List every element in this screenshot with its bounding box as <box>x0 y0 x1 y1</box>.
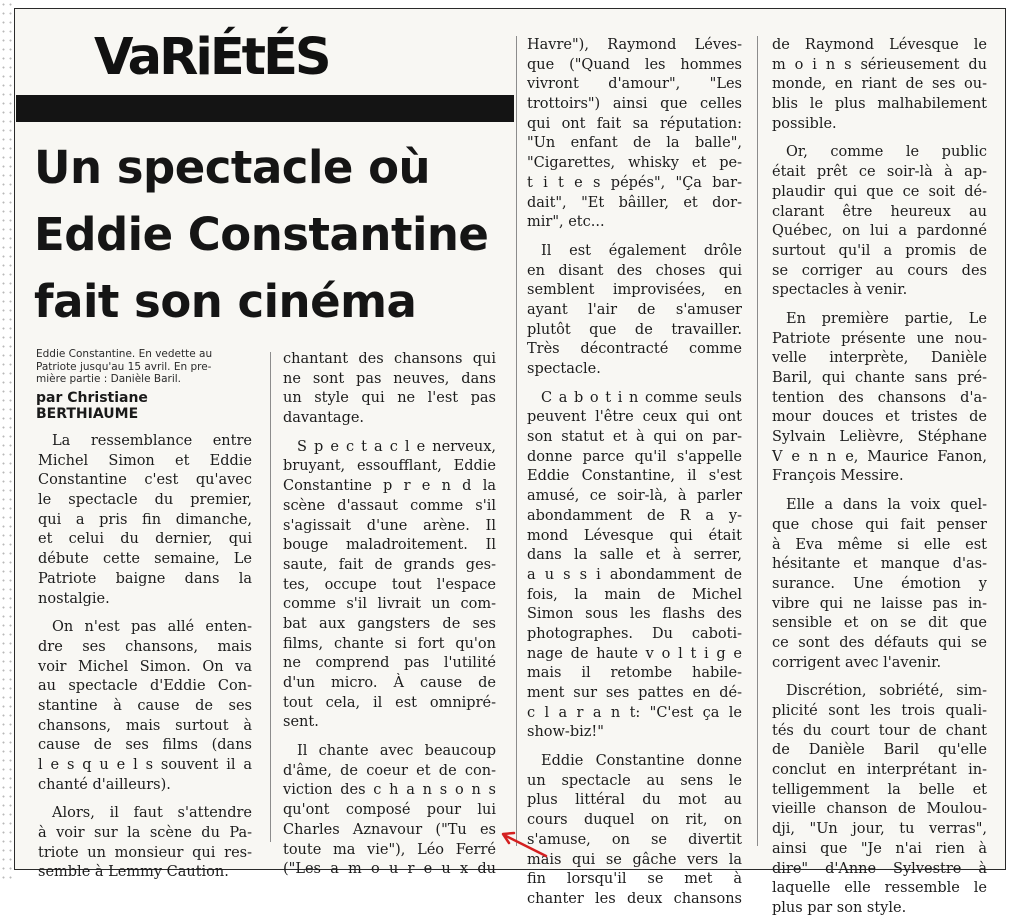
text-line: que ("Quand les hommes <box>527 56 742 73</box>
text-line: plaudir qui que ce soit dé- <box>772 183 987 200</box>
text-line: Il est également drôle <box>541 242 742 259</box>
text-line: Sylvain Lelièvre, Stéphane <box>772 429 987 446</box>
text-line: était prêt ce soir-là à ap- <box>772 164 987 181</box>
text-line: La ressemblance entre <box>52 433 252 449</box>
column-rule <box>757 36 758 846</box>
text-line: dait", "Et bâiller, et dor- <box>527 194 742 211</box>
text-line: toute ma vie"), Léo Ferré <box>283 841 496 858</box>
text-line: corrigent avec l'avenir. <box>772 654 942 671</box>
author-byline <box>36 390 266 422</box>
text-line: l e s q u e l s souvent il a <box>38 757 252 773</box>
text-line: "Un enfant de la balle", <box>527 135 742 152</box>
text-line: un style qui ne l'est pas <box>283 390 496 407</box>
text-line: Constantine c'est qu'avec <box>38 472 252 489</box>
column-rule <box>516 36 517 846</box>
paragraph-gap <box>527 380 742 389</box>
paragraph-gap <box>283 429 496 438</box>
text-line: ce sont des défauts qui se <box>772 634 987 651</box>
text-column-4 <box>772 36 987 919</box>
text-line: à Eva même si elle est <box>772 536 987 553</box>
text-line: Québec, on lui a pardonné <box>772 223 987 240</box>
text-line: de Danièle Baril qu'elle <box>772 742 987 759</box>
byline-author: BERTHIAUME <box>36 406 139 422</box>
text-line: vibre qui ne laisse pas in- <box>772 595 987 612</box>
text-line: s'amuse, on se divertit <box>527 831 742 848</box>
article-headline <box>34 134 514 335</box>
text-line: mour douces et tristes de <box>772 409 987 426</box>
red-arrow-annotation <box>498 828 550 860</box>
text-line: ("Les a m o u r e u x du <box>283 861 496 878</box>
text-line: En première partie, Le <box>786 310 987 327</box>
text-column-3 <box>527 36 742 910</box>
text-line: Patriote baigne dans la <box>38 570 252 587</box>
text-line: un spectacle au sens le <box>527 772 742 789</box>
text-line: mais qui se gâche vers la <box>527 851 742 868</box>
text-line: films, chante si fort qu'on <box>283 635 496 652</box>
text-line: de Raymond Lévesque le <box>772 37 987 53</box>
paragraph-gap <box>38 795 252 804</box>
text-line: plutôt que de travailler. <box>527 321 742 338</box>
text-line: fin lorsqu'il se met à <box>527 871 742 888</box>
paragraph-gap <box>772 673 987 682</box>
paragraph-gap <box>283 733 496 742</box>
text-line: semble à Lemmy Caution. <box>38 864 229 881</box>
text-line: qui ont fait sa réputation: <box>527 115 742 132</box>
text-line: possible. <box>772 115 837 132</box>
text-line: Michel Simon et Eddie <box>38 452 252 469</box>
text-line: Charles Aznavour ("Tu es <box>283 821 496 838</box>
text-line: vieille chanson de Moulou- <box>772 801 987 818</box>
text-line: Eddie Constantine, il s'est <box>527 468 742 485</box>
text-line: Constantine p r e n d la <box>283 478 496 495</box>
caption-line: Eddie Constantine. En vedette au <box>36 348 213 360</box>
rubric-black-bar <box>16 95 514 122</box>
text-line: chantant des chansons qui <box>283 351 496 367</box>
text-line: S p e c t a c l e nerveux, <box>297 438 496 455</box>
paragraph-gap <box>527 743 742 752</box>
text-line: mir", etc... <box>527 214 605 231</box>
caption-line: mière partie : Danièle Baril. <box>36 373 182 385</box>
text-line: V e n n e, Maurice Fanon, <box>772 448 987 465</box>
text-line: sent. <box>283 714 319 731</box>
text-line: ment sur ses pattes en dé- <box>527 685 742 701</box>
paragraph-gap <box>527 233 742 242</box>
text-line: Simon sous les flashs des <box>527 606 742 623</box>
text-line: "Cigarettes, whisky et pe- <box>527 155 742 172</box>
text-line: d'âme, de coeur et de con- <box>283 762 496 779</box>
text-line: mond Lévesque qui était <box>527 527 742 544</box>
headline-line-2: Eddie Constantine <box>34 208 489 261</box>
text-line: plus littéral du mot au <box>527 792 742 809</box>
text-line: le spectacle du premier, <box>38 492 252 509</box>
text-line: Patriote présente une nou- <box>772 330 987 347</box>
text-line: Très décontracté comme <box>527 341 742 358</box>
text-column-2 <box>283 350 496 880</box>
text-line: laquelle elle ressemble le <box>772 880 987 897</box>
text-line: ainsi que "Je n'ai rien à <box>772 840 987 857</box>
paragraph-gap <box>772 301 987 310</box>
text-line: son statut et à qui on par- <box>527 429 742 446</box>
text-line: t i t e s pépés", "Ça bar- <box>527 174 742 191</box>
text-line: m o i n s sérieusement du <box>772 56 987 73</box>
paragraph-gap <box>38 609 252 618</box>
text-line: d'un micro. À cause de <box>283 675 496 691</box>
paragraph-gap <box>772 134 987 143</box>
text-line: comme s'il livrait un com- <box>283 596 496 613</box>
text-line: donne parce qu'il s'appelle <box>527 448 742 465</box>
text-line: Baril, qui chante sans pré- <box>772 370 987 386</box>
text-line: bat aux gangsters de ses <box>283 615 496 632</box>
text-column-1 <box>38 432 252 883</box>
text-line: tout cela, il est omnipré- <box>283 694 496 711</box>
text-line: telligemment la belle et <box>772 781 987 798</box>
text-line: amusé, ce soir-là, à parler <box>527 488 742 505</box>
text-line: ne comprend pas l'utilité <box>283 655 496 672</box>
text-line: cours duquel on rit, on <box>527 812 742 829</box>
text-line: Eddie Constantine donne <box>541 753 742 770</box>
text-line: photographes. Du caboti- <box>527 625 742 642</box>
text-line: qui a pris fin dimanche, <box>38 511 252 528</box>
section-rubric: VaRiÉtÉS <box>94 28 329 87</box>
text-line: spectacles à venir. <box>772 282 908 299</box>
text-line: Discrétion, sobriété, sim- <box>786 683 987 700</box>
text-line: sensible et on se dit que <box>772 615 987 632</box>
text-line: chanté d'ailleurs). <box>38 776 171 793</box>
text-line: C a b o t i n comme seuls <box>541 389 742 406</box>
text-line: blis le plus malhabilement <box>772 96 987 113</box>
text-line: tention des chansons d'a- <box>772 389 987 406</box>
headline-line-3: fait son cinéma <box>34 275 417 328</box>
text-line: Elle a dans la voix quel- <box>786 497 987 514</box>
text-line: vivront d'amour", "Les <box>527 76 742 93</box>
text-line: ne sont pas neuves, dans <box>283 370 496 387</box>
text-line: Il chante avec beaucoup <box>297 743 496 760</box>
text-line: tes, occupe tout l'espace <box>283 576 496 593</box>
text-line: Alors, il faut s'attendre <box>52 805 252 822</box>
text-line: hésitante et manque d'as- <box>772 556 987 573</box>
text-line: et celui du dernier, qui <box>38 531 252 548</box>
text-line: à voir sur la scène du Pa- <box>38 825 252 842</box>
text-line: a u s s i abondamment de <box>527 566 742 583</box>
text-line: abondamment de R a y- <box>527 507 742 524</box>
text-line: débute cette semaine, Le <box>38 551 252 568</box>
text-line: viction des c h a n s o n s <box>283 782 496 799</box>
text-line: François Messire. <box>772 468 904 485</box>
text-line: en disant des choses qui <box>527 262 742 279</box>
text-line: bouge maladroitement. Il <box>283 537 496 554</box>
text-line: Havre"), Raymond Léves- <box>527 37 742 53</box>
text-line: show-biz!" <box>527 724 604 741</box>
text-line: triote un monsieur qui res- <box>38 844 252 861</box>
paragraph-gap <box>772 487 987 496</box>
text-line: davantage. <box>283 410 365 427</box>
text-line: surance. Une émotion y <box>772 575 987 592</box>
text-line: c l a r a n t: "C'est ça le <box>527 704 742 721</box>
text-line: dre ses chansons, mais <box>38 638 252 655</box>
text-line: fois, la main de Michel <box>527 586 742 603</box>
photo-caption <box>36 348 260 386</box>
text-line: au spectacle d'Eddie Con- <box>38 678 252 695</box>
text-line: velle interprète, Danièle <box>772 350 987 367</box>
text-line: nage de haute v o l t i g e <box>527 645 742 662</box>
text-line: cause de ses films (dans <box>38 737 252 754</box>
text-line: qu'ont composé pour lui <box>283 802 496 819</box>
text-line: dans la salle et à serrer, <box>527 547 742 564</box>
text-line: chanter les deux chansons <box>527 890 742 907</box>
text-line: plicité sont les trois quali- <box>772 703 987 719</box>
text-line: scène d'assaut comme s'il <box>283 497 496 514</box>
text-line: s'agissait d'une arène. Il <box>283 517 496 534</box>
text-line: surtout qu'il a promis de <box>772 242 987 259</box>
text-line: nostalgie. <box>38 590 110 607</box>
text-line: que chose qui fait penser <box>772 516 987 533</box>
column-rule <box>270 352 271 842</box>
text-line: peuvent l'être ceux qui ont <box>527 409 742 426</box>
text-line: stantine à cause de ses <box>38 697 252 714</box>
byline-line: par Christiane <box>36 390 148 406</box>
text-line: semblent improvisées, en <box>527 282 742 299</box>
text-line: bruyant, essoufflant, Eddie <box>283 458 496 475</box>
text-line: conclut en interprétant in- <box>772 762 987 779</box>
text-line: saute, fait de grands ges- <box>283 556 496 573</box>
text-line: voir Michel Simon. On va <box>38 658 252 675</box>
text-line: mais il retombe habile- <box>527 665 742 682</box>
text-line: tés du court tour de chant <box>772 722 987 739</box>
text-line: clarant être heureux au <box>772 203 987 220</box>
text-line: dire" d'Anne Sylvestre à <box>772 860 987 877</box>
text-line: Or, comme le public <box>786 144 987 161</box>
scan-edge-dots <box>0 0 14 879</box>
caption-line: Patriote jusqu'au 15 avril. En pre- <box>36 360 212 373</box>
text-line: dji, "Un jour, tu verras", <box>772 821 987 838</box>
text-line: monde, en riant de ses ou- <box>772 76 987 93</box>
text-line: On n'est pas allé enten- <box>52 619 252 636</box>
headline-line-1: Un spectacle où <box>34 141 431 194</box>
text-line: spectacle. <box>527 361 601 377</box>
text-line: chansons, mais surtout à <box>38 717 252 734</box>
text-line: se corriger au cours des <box>772 262 987 279</box>
text-line: plus par son style. <box>772 899 907 916</box>
text-line: trottoirs") ainsi que celles <box>527 96 742 113</box>
text-line: ayant l'air de s'amuser <box>527 301 742 318</box>
